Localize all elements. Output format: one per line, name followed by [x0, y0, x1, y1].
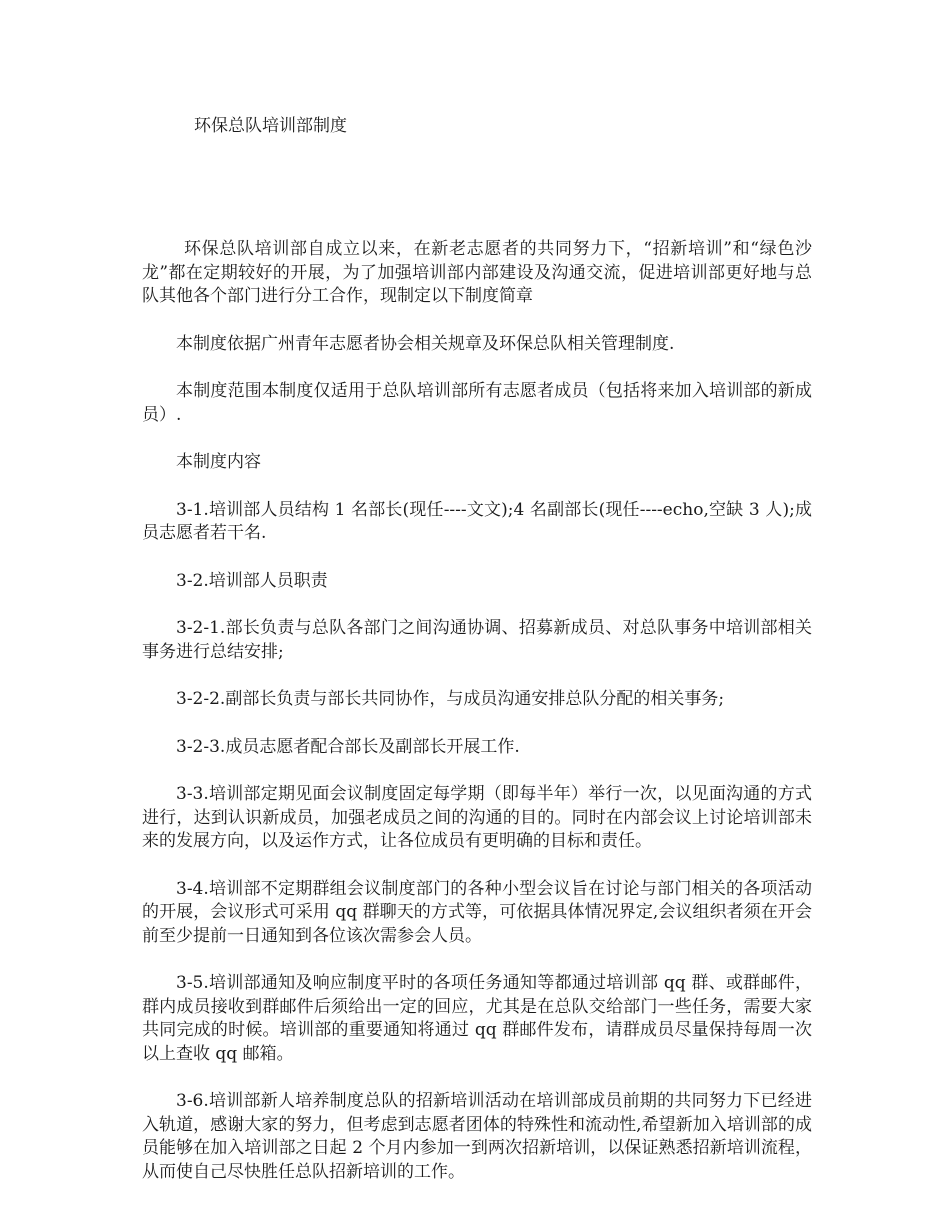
content-heading: 本制度内容	[176, 452, 261, 472]
basis-paragraph: 本制度依据广州青年志愿者协会相关规章及环保总队相关管理制度.	[176, 333, 675, 354]
document-body	[142, 238, 812, 1208]
section-3-1: 3-1.培训部人员结构 1 名部长(现任----文文);4 名副部长(现任----echo,空缺 3 人);成员志愿者若干名.	[142, 499, 812, 543]
document-title: 环保总队培训部制度	[194, 116, 347, 136]
section-3-2-3: 3-2-3.成员志愿者配合部长及副部长开展工作.	[176, 736, 520, 757]
section-3-6: 3-6.培训部新人培养制度总队的招新培训活动在培训部成员前期的共同努力下已经进入轨道，感谢大家的努力，但考虑到志愿者团体的特殊性和流动性,希望新加入培训部的成员能够在加入培训部之日起 2 个月内参加一到两次招新培训，以保证熟悉招新培训流程，从而使自己尽快胜任总队招新培训的工作。	[142, 1091, 812, 1182]
intro-paragraph: 环保总队培训部自成立以来，在新老志愿者的共同努力下，“招新培训”和“绿色沙龙”都在定期较好的开展，为了加强培训部内部建设及沟通交流，促进培训部更好地与总队其他各个部门进行分工合作，现制定以下制度简章	[142, 239, 812, 306]
section-3-2-1: 3-2-1.部长负责与总队各部门之间沟通协调、招募新成员、对总队事务中培训部相关事务进行总结安排;	[142, 618, 812, 662]
scope-paragraph: 本制度范围本制度仅适用于总队培训部所有志愿者成员（包括将来加入培训部的新成员）.	[142, 381, 812, 425]
section-3-3: 3-3.培训部定期见面会议制度固定每学期（即每半年）举行一次，以见面沟通的方式进行，达到认识新成员，加强老成员之间的沟通的目的。同时在内部会议上讨论培训部未来的发展方向，以及运作方式，让各位成员有更明确的目标和责任。	[142, 784, 812, 851]
section-3-2-2: 3-2-2.副部长负责与部长共同协作，与成员沟通安排总队分配的相关事务;	[176, 689, 725, 709]
section-3-2: 3-2.培训部人员职责	[176, 570, 328, 591]
section-3-5: 3-5.培训部通知及响应制度平时的各项任务通知等都通过培训部 qq 群、或群邮件，群内成员接收到群邮件后须给出一定的回应，尤其是在总队交给部门一些任务，需要大家共同完成的时候。培训部的重要通知将通过 qq 群邮件发布，请群成员尽量保持每周一次以上查收 qq 邮箱。	[142, 973, 812, 1064]
section-3-4: 3-4.培训部不定期群组会议制度部门的各种小型会议旨在讨论与部门相关的各项活动的开展，会议形式可采用 qq 群聊天的方式等，可依据具体情况界定,会议组织者须在开会前至少提前一日通知到各位该次需参会人员。	[142, 878, 812, 946]
